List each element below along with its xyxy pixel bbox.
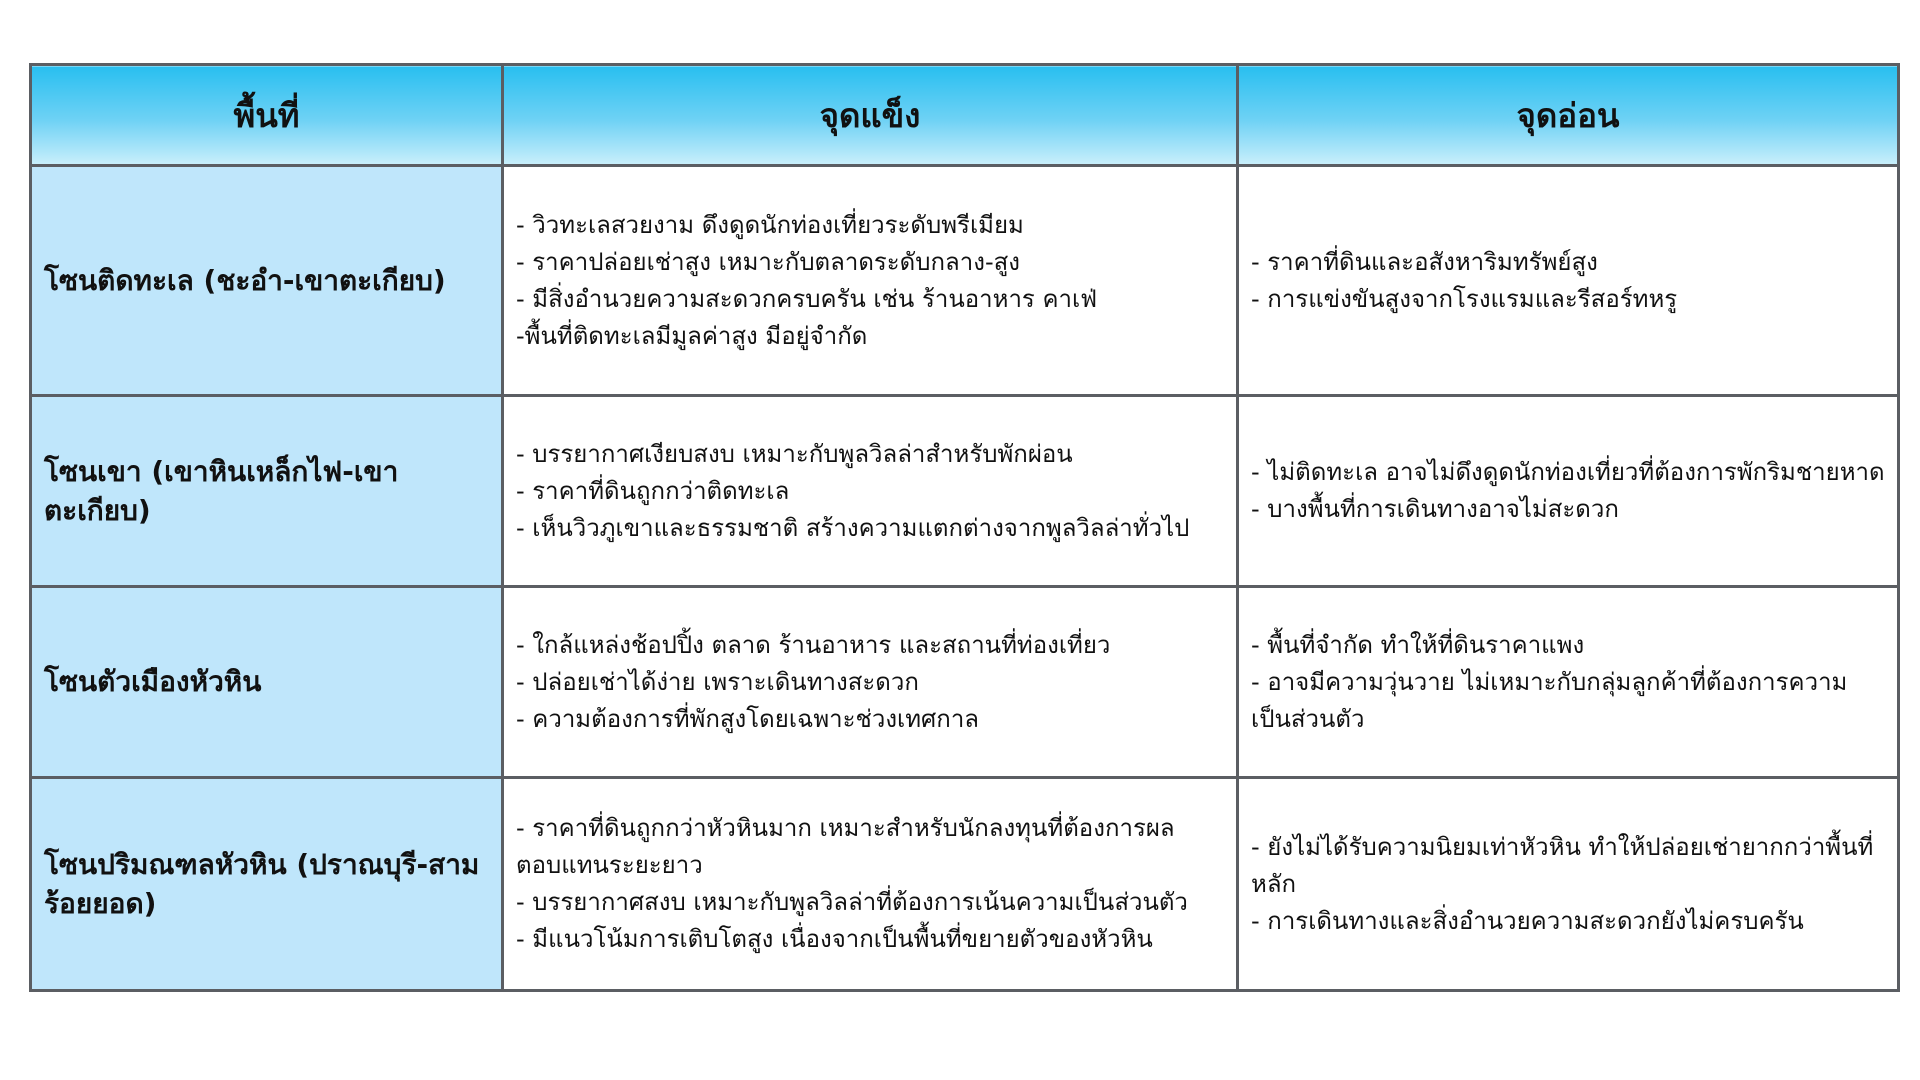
- table-row: [31, 778, 1899, 991]
- strength-item: - ใกล้แหล่งช้อปปิ้ง ตลาด ร้านอาหาร และสถานที่ท่องเที่ยว: [516, 630, 1111, 659]
- table-row: [31, 166, 1899, 396]
- weakness-item: - บางพื้นที่การเดินทางอาจไม่สะดวก: [1251, 495, 1619, 523]
- weaknesses-cell: [1238, 396, 1899, 587]
- strength-item: - ปล่อยเช่าได้ง่าย เพราะเดินทางสะดวก: [516, 667, 919, 696]
- strengths-cell: [503, 166, 1238, 396]
- strength-item: - มีสิ่งอำนวยความสะดวกครบครัน เช่น ร้านอาหาร คาเฟ่: [516, 284, 1098, 313]
- weakness-item: - การแข่งขันสูงจากโรงแรมและรีสอร์ทหรู: [1251, 284, 1678, 313]
- strength-item: -พื้นที่ติดทะเลมีมูลค่าสูง มีอยู่จำกัด: [516, 321, 868, 350]
- area-cell: โซนตัวเมืองหัวหิน: [31, 587, 503, 778]
- strength-item: - บรรยากาศสงบ เหมาะกับพูลวิลล่าที่ต้องการเน้นความเป็นส่วนตัว: [516, 888, 1188, 916]
- header-weaknesses: จุดอ่อน: [1238, 65, 1899, 166]
- weaknesses-cell: [1238, 166, 1899, 396]
- weaknesses-cell: [1238, 587, 1899, 778]
- strengths-cell: [503, 778, 1238, 991]
- weakness-item: - ยังไม่ได้รับความนิยมเท่าหัวหิน ทำให้ปล่อยเช่ายากกว่าพื้นที่หลัก: [1251, 832, 1874, 898]
- weakness-item: - พื้นที่จำกัด ทำให้ที่ดินราคาแพง: [1251, 630, 1585, 659]
- header-strengths: จุดแข็ง: [503, 65, 1238, 166]
- strength-item: - ราคาปล่อยเช่าสูง เหมาะกับตลาดระดับกลาง-สูง: [516, 247, 1020, 276]
- strength-item: - วิวทะเลสวยงาม ดึงดูดนักท่องเที่ยวระดับพรีเมียม: [516, 210, 1024, 239]
- area-comparison-table: [29, 63, 1900, 992]
- strength-item: - ราคาที่ดินถูกกว่าหัวหินมาก เหมาะสำหรับนักลงทุนที่ต้องการผลตอบแทนระยะยาว: [516, 814, 1175, 879]
- table-row: [31, 396, 1899, 587]
- comparison-table-container: [29, 63, 1897, 992]
- weakness-item: - อาจมีความวุ่นวาย ไม่เหมาะกับกลุ่มลูกค้าที่ต้องการความเป็นส่วนตัว: [1251, 667, 1848, 733]
- area-cell: โซนเขา (เขาหินเหล็กไฟ-เขาตะเกียบ): [31, 396, 503, 587]
- strength-item: - บรรยากาศเงียบสงบ เหมาะกับพูลวิลล่าสำหรับพักผ่อน: [516, 439, 1073, 468]
- area-cell: โซนติดทะเล (ชะอำ-เขาตะเกียบ): [31, 166, 503, 396]
- strengths-cell: [503, 396, 1238, 587]
- weakness-item: - ราคาที่ดินและอสังหาริมทรัพย์สูง: [1251, 247, 1598, 276]
- table-row: [31, 587, 1899, 778]
- strength-item: - มีแนวโน้มการเติบโตสูง เนื่องจากเป็นพื้นที่ขยายตัวของหัวหิน: [516, 925, 1153, 953]
- strength-item: - ราคาที่ดินถูกกว่าติดทะเล: [516, 476, 790, 505]
- table-header-row: [31, 65, 1899, 166]
- area-cell: โซนปริมณฑลหัวหิน (ปราณบุรี-สามร้อยยอด): [31, 778, 503, 991]
- strength-item: - เห็นวิวภูเขาและธรรมชาติ สร้างความแตกต่างจากพูลวิลล่าทั่วไป: [516, 513, 1190, 542]
- header-area: พื้นที่: [31, 65, 503, 166]
- weaknesses-cell: [1238, 778, 1899, 991]
- weakness-item: - ไม่ติดทะเล อาจไม่ดึงดูดนักท่องเที่ยวที่ต้องการพักริมชายหาด: [1251, 458, 1885, 486]
- strength-item: - ความต้องการที่พักสูงโดยเฉพาะช่วงเทศกาล: [516, 704, 980, 733]
- strengths-cell: [503, 587, 1238, 778]
- weakness-item: - การเดินทางและสิ่งอำนวยความสะดวกยังไม่ครบครัน: [1251, 906, 1804, 935]
